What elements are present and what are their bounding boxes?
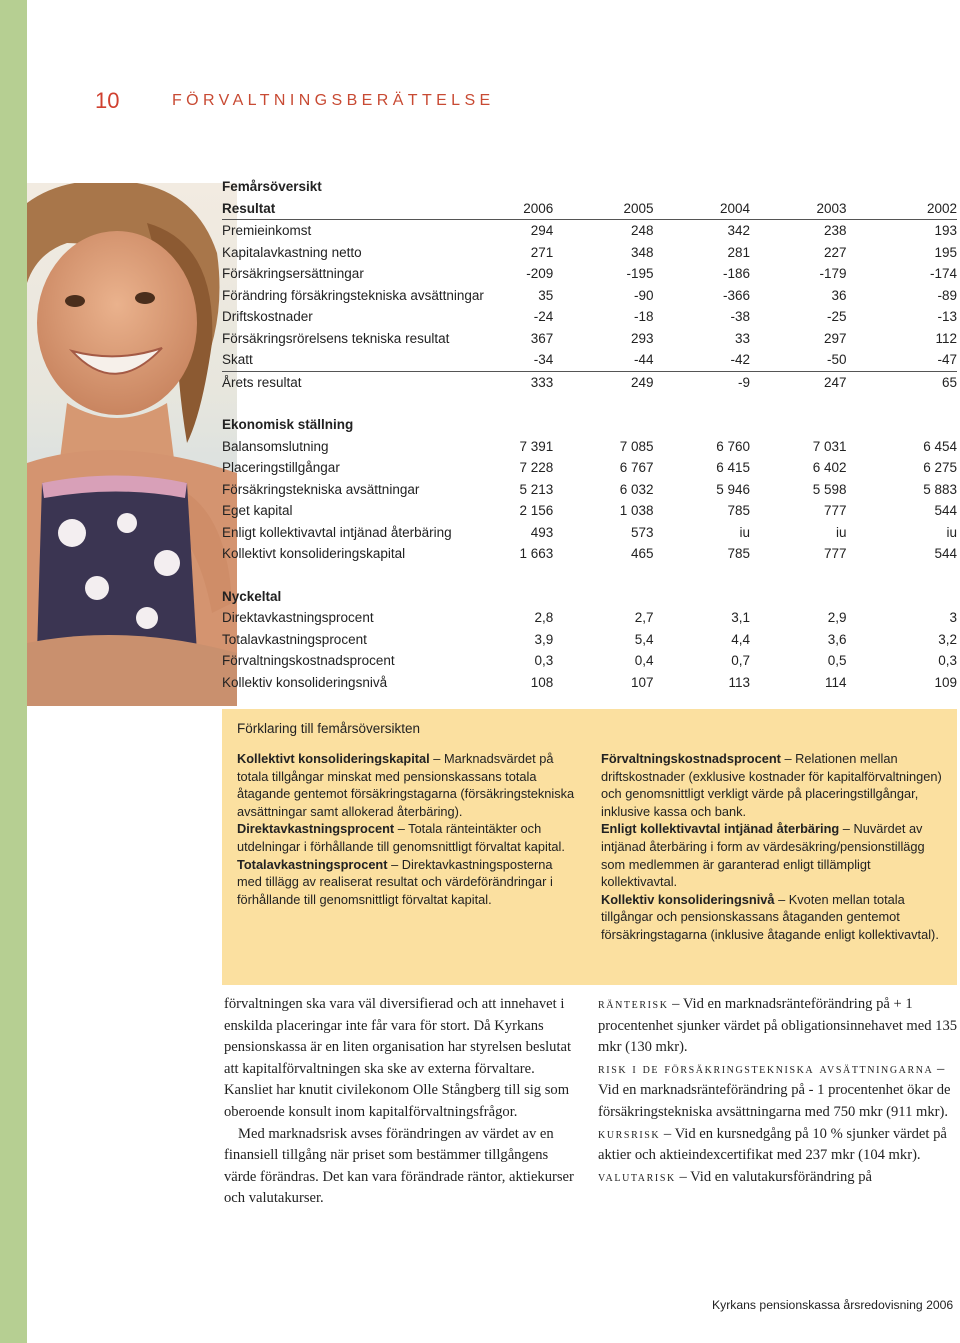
row-value: -174	[929, 266, 957, 281]
row-label: Försäkringsersättningar	[222, 266, 364, 281]
risk-text: – Vid en marknadsränteförändring på + 1 procentenhet sjunker värdet på obligationsinnehavet med 135 mkr (130 mkr).	[598, 996, 958, 1056]
row-value: -186	[722, 266, 751, 281]
table-row	[222, 436, 957, 458]
risk-text: – Vid en kursnedgång på 10 % sjunker värdet på aktier och aktieindexcertifikat med 237 mkr (104 mkr).	[598, 1125, 947, 1164]
row-value: 113	[728, 674, 751, 690]
year-header: 2004	[654, 198, 750, 220]
table-row	[222, 306, 957, 328]
row-label: Premieinkomst	[222, 223, 312, 238]
row-value: 35	[538, 287, 554, 303]
year-header: 2003	[750, 198, 846, 220]
row-value: 3	[949, 610, 957, 625]
ekonomisk-rows	[222, 436, 957, 565]
row-value: 6 454	[923, 438, 957, 454]
row-value: 5 883	[923, 481, 957, 497]
five-year-table	[222, 176, 957, 693]
row-value: -9	[738, 374, 751, 390]
row-value: 367	[530, 330, 554, 346]
photo-smiling-girl	[27, 183, 237, 706]
body-paragraph: förvaltningen ska vara väl diversifierad och att innehavet i enskilda placeringar inte får vara för stort. Då Kyrkans pensionskassa är en liten organisation har styrelsen beslutat att kapitalförvaltningen ska ske av externa förvaltare. Kansliet har knutit civilekonom Olle Stångberg till sig som oberoende konsult inom kapitalförvaltningsfrågor.	[224, 996, 572, 1120]
row-value: 294	[530, 223, 554, 238]
row-value: -47	[847, 349, 958, 371]
row-value: 0,3	[534, 653, 554, 668]
row-value: -195	[626, 266, 654, 281]
row-value: 281	[727, 244, 751, 260]
row-value: 33	[734, 330, 751, 346]
row-value: 7 085	[619, 438, 654, 454]
row-value: 247	[823, 374, 847, 390]
green-margin-bar	[0, 0, 27, 1343]
row-label: Driftskostnader	[222, 309, 313, 324]
row-label: Skatt	[222, 349, 484, 371]
row-value: 333	[530, 374, 554, 390]
explanation-box	[222, 709, 957, 985]
explanation-title: Förklaring till femårsöversikten	[237, 721, 421, 736]
table-row	[222, 242, 957, 264]
row-value: 348	[631, 244, 654, 260]
body-left-column	[224, 994, 574, 1210]
section-heading: Resultat	[222, 198, 484, 220]
definition-text: – Marknadsvärdet på totala tillgångar minskat med pensionskassans totala åtagande gentemot försäkringstagarna (försäkringstekniska avsättningar samt allokerad återbäring).	[237, 751, 575, 819]
row-value: 0,7	[731, 653, 751, 668]
row-label: Försäkringstekniska avsättningar	[222, 481, 420, 497]
row-value: 2,8	[534, 610, 554, 625]
definition-term: Kollektivt konsolideringskapital	[237, 751, 430, 766]
row-label: Placeringstillgångar	[222, 460, 340, 475]
row-value: -42	[654, 349, 750, 371]
definition-text: – Relationen mellan driftskostnader (exklusive kostnader för kapitalförvaltningen) och genomsnittligt verkligt värde på placeringstillgångar, inklusive kassa och bank.	[601, 751, 942, 819]
row-value: 7 031	[812, 438, 847, 454]
table-row	[222, 543, 957, 565]
row-value: 544	[934, 503, 957, 518]
row-value: 4,4	[731, 631, 751, 647]
row-value: -366	[722, 287, 751, 303]
definition-text: – Kvoten mellan totala tillgångar och pensionskassans åtaganden gentemot försäkringstagarna (inklusive åtagande enligt kollektivavtal).	[601, 891, 939, 942]
row-value: 297	[823, 330, 847, 346]
row-value: 3,6	[827, 631, 847, 647]
risk-term: valutarisk	[598, 1168, 676, 1185]
resultat-rows	[222, 220, 957, 394]
row-value: -18	[634, 309, 654, 324]
table-row	[222, 371, 957, 393]
row-value: 777	[823, 546, 847, 561]
row-value: 573	[631, 524, 654, 540]
row-value: 2,9	[827, 610, 847, 625]
row-label: Eget kapital	[222, 503, 293, 518]
row-value: -50	[750, 349, 846, 371]
risk-text: – Vid en valutakursförändring på	[675, 1168, 873, 1185]
row-value: -89	[937, 287, 957, 303]
row-value: -24	[533, 309, 554, 324]
row-value: -90	[634, 287, 654, 303]
section-heading: Nyckeltal	[222, 588, 282, 604]
row-value: 65	[941, 374, 957, 390]
year-header: 2005	[553, 198, 653, 220]
row-label: Förvaltningskostnadsprocent	[222, 653, 395, 668]
table-row	[222, 263, 957, 285]
row-value: 6 767	[619, 460, 654, 475]
row-label: Försäkringsrörelsens tekniska resultat	[222, 330, 450, 346]
five-year-overview	[222, 176, 957, 693]
row-label: Enligt kollektivavtal intjänad återbäring	[222, 524, 452, 540]
row-value: 3,1	[731, 610, 751, 625]
row-value: 109	[934, 674, 957, 690]
row-value: 785	[727, 503, 751, 518]
row-value: iu	[835, 524, 847, 540]
row-value: 6 415	[716, 460, 751, 475]
row-value: 227	[823, 244, 847, 260]
row-value: 5 213	[519, 481, 554, 497]
row-value: 777	[823, 503, 847, 518]
definition-term: Förvaltningskostnadsprocent	[601, 751, 781, 766]
row-value: 5,4	[634, 631, 654, 647]
table-row	[222, 500, 957, 522]
definition	[601, 891, 945, 944]
risk-paragraph	[598, 1059, 958, 1124]
definition	[601, 750, 945, 820]
table-row	[222, 285, 957, 307]
section-heading-row	[222, 414, 957, 436]
table-title: Femårsöversikt	[222, 179, 322, 194]
footer-text: Kyrkans pensionskassa årsredovisning 2006	[712, 1298, 954, 1312]
row-value: 0,5	[827, 653, 847, 668]
page-number: 10	[95, 88, 120, 113]
row-value: 36	[831, 287, 847, 303]
row-value: 114	[824, 674, 847, 690]
row-label: Balansomslutning	[222, 438, 329, 454]
risk-term: kursrisk	[598, 1125, 661, 1142]
row-value: -13	[937, 309, 957, 324]
table-row	[222, 479, 957, 501]
row-value: 293	[631, 330, 654, 346]
row-value: -34	[484, 349, 553, 371]
row-value: 108	[530, 674, 554, 690]
table-title-row	[222, 176, 957, 198]
risk-term: ränterisk	[598, 996, 669, 1012]
row-value: 112	[935, 330, 957, 346]
table-row	[222, 607, 957, 629]
definition-text: – Direktavkastningsposterna med tillägg av realiserat resultat och värdeförändringar i förhållande till genomsnittligt förvaltat kapital.	[237, 856, 553, 907]
row-value: 7 391	[519, 438, 554, 454]
row-label: Kollektivt konsolideringskapital	[222, 546, 406, 561]
risk-term: risk i de försäkringstekniska avsättningarna	[598, 1060, 934, 1077]
row-value: iu	[739, 524, 751, 540]
spacer-row	[222, 393, 957, 414]
section-heading-row	[222, 586, 957, 608]
row-value: 6 275	[923, 460, 957, 475]
row-value: 195	[934, 244, 957, 260]
risk-paragraph	[598, 994, 958, 1059]
explanation-left-column	[237, 750, 577, 908]
definition-term: Enligt kollektivavtal intjänad återbäring	[601, 821, 840, 837]
definition	[237, 750, 577, 820]
row-value: 248	[631, 223, 654, 238]
row-value: 107	[631, 674, 654, 690]
definition	[601, 820, 945, 890]
row-label: Förändring försäkringstekniska avsättningar	[222, 287, 484, 303]
section-title: FÖRVALTNINGSBERÄTTELSE	[172, 92, 495, 109]
row-value: 785	[727, 546, 751, 561]
row-value: 3,9	[534, 631, 554, 647]
risk-text: – Vid en marknadsränteförändring på - 1 procentenhet ökar de försäkringstekniska avsättningarna med 750 mkr (911 mkr).	[598, 1060, 951, 1120]
row-value: 5 946	[716, 481, 751, 497]
row-value: 2 156	[519, 503, 554, 518]
row-value: 1 663	[519, 546, 554, 561]
row-value: -25	[826, 309, 847, 324]
row-label: Totalavkastningsprocent	[222, 631, 367, 647]
body-right-column	[598, 994, 958, 1188]
row-value: -179	[819, 266, 847, 281]
definition-term: Direktavkastningsprocent	[237, 821, 395, 837]
definition-term: Kollektiv konsolideringsnivå	[601, 891, 775, 907]
row-label: Kollektiv konsolideringsnivå	[222, 674, 388, 690]
row-label: Direktavkastningsprocent	[222, 610, 374, 625]
row-value: 544	[934, 546, 957, 561]
row-value: 6 032	[619, 481, 654, 497]
row-label: Årets resultat	[222, 374, 302, 390]
row-value: 6 402	[812, 460, 847, 475]
row-value: 493	[530, 524, 554, 540]
spacer-row	[222, 565, 957, 586]
definition	[237, 856, 577, 909]
row-value: 7 228	[519, 460, 554, 475]
nyckeltal-rows	[222, 607, 957, 693]
row-value: iu	[946, 524, 957, 540]
row-value: 5 598	[812, 481, 847, 497]
row-value: 6 760	[716, 438, 751, 454]
definition-text: – Totala ränteintäkter och utdelningar i förhållande till genomsnittligt förvaltat kapital.	[237, 821, 565, 854]
table-row	[222, 457, 957, 479]
row-value: 1 038	[619, 503, 654, 518]
table-row	[222, 650, 957, 672]
year-header: 2006	[484, 198, 553, 220]
row-value: 249	[631, 374, 654, 390]
row-value: 271	[530, 244, 554, 260]
row-value: 238	[823, 223, 847, 238]
year-header-row	[222, 198, 957, 220]
row-value: 0,4	[634, 653, 654, 668]
body-paragraph: Med marknadsrisk avses förändringen av värdet av en finansiell tillgång när priset som bestämmer tillgångens värde förändras. Det kan vara förändrade räntor, aktiekurser och valutakurser.	[224, 1125, 574, 1207]
risk-paragraph	[598, 1124, 958, 1167]
definition-term: Totalavkastningsprocent	[237, 856, 388, 872]
year-header: 2002	[847, 198, 958, 220]
row-value: 2,7	[634, 610, 654, 625]
row-value: -44	[553, 349, 653, 371]
explanation-right-column	[601, 750, 945, 944]
row-value: 465	[631, 546, 654, 561]
table-row	[222, 220, 957, 242]
row-label: Kapitalavkastning netto	[222, 244, 362, 260]
table-row	[222, 522, 957, 544]
section-heading: Ekonomisk ställning	[222, 417, 354, 432]
table-row	[222, 349, 957, 371]
table-row	[222, 629, 957, 651]
definition-text: – Nuvärdet av intjänad återbäring i form av värdesäkring/pensionstillägg som medlemmen är garanterad enligt tillämpligt kollektivavtal.	[601, 821, 925, 890]
table-row	[222, 672, 957, 694]
row-value: 342	[727, 223, 751, 238]
row-value: -38	[730, 309, 751, 324]
row-value: -209	[526, 266, 554, 281]
definition	[237, 820, 577, 855]
table-row	[222, 328, 957, 350]
row-value: 0,3	[938, 653, 957, 668]
row-value: 3,2	[938, 631, 957, 647]
risk-paragraph	[598, 1167, 958, 1189]
row-value: 193	[934, 223, 957, 238]
